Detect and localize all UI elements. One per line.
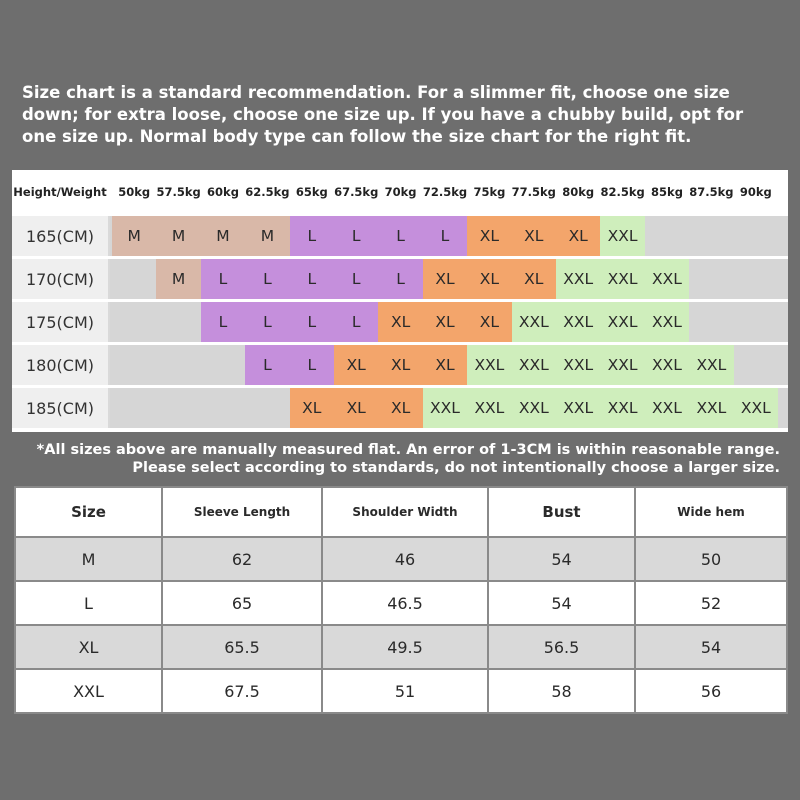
size-cell: L xyxy=(290,259,334,299)
size-cell: XXL xyxy=(689,388,733,428)
size-cell: L xyxy=(201,259,245,299)
size-cell: M xyxy=(156,216,200,256)
size-cell: L xyxy=(334,302,378,342)
weight-header: 75kg xyxy=(473,185,506,199)
weight-header: 50kg xyxy=(118,185,151,199)
size-value: L xyxy=(15,581,162,625)
size-cell: M xyxy=(245,216,289,256)
weight-header: 65kg xyxy=(295,185,328,199)
size-cell: L xyxy=(201,302,245,342)
sleeve-length-value: 65 xyxy=(162,581,322,625)
bust-value: 56.5 xyxy=(488,625,635,669)
size-cell: XXL xyxy=(600,302,644,342)
size-cell: L xyxy=(245,259,289,299)
weight-header: 80kg xyxy=(562,185,595,199)
size-cell: L xyxy=(245,345,289,385)
size-cell: XXL xyxy=(512,302,556,342)
measurement-note: *All sizes above are manually measured flat. An error of 1-3CM is within reasonable range. xyxy=(36,442,780,458)
size-value: M xyxy=(15,537,162,581)
size-cell: XXL xyxy=(645,345,689,385)
sleeve-length-value: 65.5 xyxy=(162,625,322,669)
size-advice-text: Size chart is a standard recommendation. For a slimmer fit, choose one size down; for extra loose, choose one size up. If you have a chubby build, opt for one size up. Normal body type can follow the size chart for the right fit. xyxy=(22,83,744,146)
header-wide-hem: Wide hem xyxy=(635,487,787,537)
size-cell: XL xyxy=(556,216,600,256)
size-cell: XL xyxy=(378,345,422,385)
size-cell: XXL xyxy=(512,345,556,385)
size-cell: XXL xyxy=(645,302,689,342)
bust-value: 58 xyxy=(488,669,635,713)
size-cell: M xyxy=(201,216,245,256)
matrix-row xyxy=(12,345,788,385)
size-value: XL xyxy=(15,625,162,669)
table-row xyxy=(15,625,787,669)
matrix-header-row xyxy=(12,170,788,214)
measurement-table xyxy=(14,486,788,714)
size-cell: XL xyxy=(290,388,334,428)
size-cell: XL xyxy=(378,302,422,342)
wide-hem-value: 56 xyxy=(635,669,787,713)
height-label: 170(CM) xyxy=(12,259,108,299)
matrix-corner-label: Height/Weight xyxy=(13,185,107,199)
size-cell: XXL xyxy=(467,388,511,428)
header-shoulder-width: Shoulder Width xyxy=(322,487,488,537)
size-cell: XXL xyxy=(556,345,600,385)
size-cell: L xyxy=(378,259,422,299)
size-cell: L xyxy=(423,216,467,256)
size-cell: XXL xyxy=(556,259,600,299)
shoulder-width-value: 46.5 xyxy=(322,581,488,625)
size-cell: L xyxy=(290,345,334,385)
size-cell: XL xyxy=(467,302,511,342)
table-row xyxy=(15,581,787,625)
size-cell: XXL xyxy=(645,259,689,299)
size-cell: L xyxy=(245,302,289,342)
size-cell: L xyxy=(334,216,378,256)
matrix-row xyxy=(12,259,788,299)
weight-header: 90kg xyxy=(739,185,772,199)
matrix-row xyxy=(12,302,788,342)
size-cell: L xyxy=(378,216,422,256)
height-label: 175(CM) xyxy=(12,302,108,342)
size-cell: XXL xyxy=(467,345,511,385)
wide-hem-value: 52 xyxy=(635,581,787,625)
size-cell: M xyxy=(156,259,200,299)
size-cell: XL xyxy=(423,345,467,385)
size-cell: L xyxy=(334,259,378,299)
size-cell: L xyxy=(290,216,334,256)
size-cell: XL xyxy=(378,388,422,428)
size-cell: XXL xyxy=(423,388,467,428)
size-cell: XXL xyxy=(734,388,778,428)
size-cell: XXL xyxy=(600,259,644,299)
weight-header: 60kg xyxy=(207,185,239,199)
size-cell: XXL xyxy=(512,388,556,428)
size-cell: XXL xyxy=(600,216,644,256)
matrix-row xyxy=(12,388,788,428)
header-sleeve-length: Sleeve Length xyxy=(162,487,322,537)
size-cell: XL xyxy=(334,388,378,428)
weight-header: 67.5kg xyxy=(334,185,379,199)
weight-header: 62.5kg xyxy=(245,185,290,199)
shoulder-width-value: 49.5 xyxy=(322,625,488,669)
table-row xyxy=(15,669,787,713)
sleeve-length-value: 67.5 xyxy=(162,669,322,713)
size-cell: XL xyxy=(512,216,556,256)
weight-header: 85kg xyxy=(651,185,683,199)
weight-header: 82.5kg xyxy=(600,185,645,199)
table-row xyxy=(15,537,787,581)
size-cell: XXL xyxy=(689,345,733,385)
shoulder-width-value: 46 xyxy=(322,537,488,581)
header-bust: Bust xyxy=(488,487,635,537)
weight-header: 57.5kg xyxy=(156,185,201,199)
height-label: 185(CM) xyxy=(12,388,108,428)
size-cell: XXL xyxy=(600,388,644,428)
weight-header: 70kg xyxy=(384,185,417,199)
weight-header: 72.5kg xyxy=(422,185,468,199)
shoulder-width-value: 51 xyxy=(322,669,488,713)
size-cell: XL xyxy=(423,259,467,299)
header-size: Size xyxy=(15,487,162,537)
weight-header: 77.5kg xyxy=(511,185,556,199)
size-cell: M xyxy=(112,216,156,256)
wide-hem-value: 50 xyxy=(635,537,787,581)
size-cell: XL xyxy=(423,302,467,342)
height-label: 165(CM) xyxy=(12,216,108,256)
size-cell: XXL xyxy=(556,388,600,428)
selection-note: Please select according to standards, do not intentionally choose a larger size. xyxy=(132,460,780,476)
bust-value: 54 xyxy=(488,581,635,625)
wide-hem-value: 54 xyxy=(635,625,787,669)
size-cell: XL xyxy=(334,345,378,385)
matrix-row xyxy=(12,216,788,256)
weight-header: 87.5kg xyxy=(689,185,734,199)
size-cell: L xyxy=(290,302,334,342)
bust-value: 54 xyxy=(488,537,635,581)
size-cell: XL xyxy=(467,216,511,256)
size-value: XXL xyxy=(15,669,162,713)
height-weight-size-matrix xyxy=(12,170,788,432)
sleeve-length-value: 62 xyxy=(162,537,322,581)
size-cell: XXL xyxy=(645,388,689,428)
size-cell: XL xyxy=(512,259,556,299)
measurement-header-row xyxy=(15,487,787,537)
size-cell: XXL xyxy=(600,345,644,385)
size-cell: XXL xyxy=(556,302,600,342)
size-cell: XL xyxy=(467,259,511,299)
height-label: 180(CM) xyxy=(12,345,108,385)
